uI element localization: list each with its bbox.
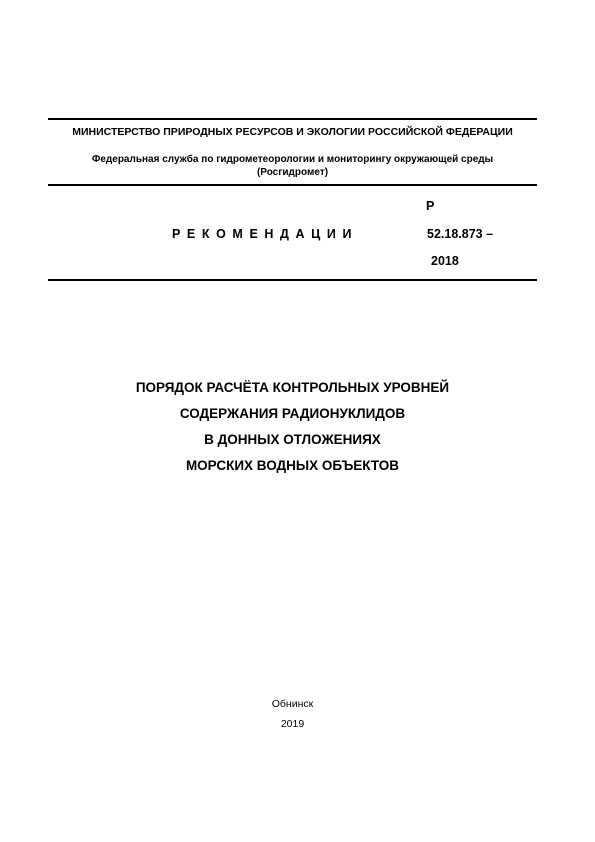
top-rule: [48, 118, 537, 120]
title-line: ПОРЯДОК РАСЧЁТА КОНТРОЛЬНЫХ УРОВНЕЙ: [135, 380, 450, 395]
document-type: РЕКОМЕНДАЦИИ: [172, 227, 359, 241]
title-line: СОДЕРЖАНИЯ РАДИОНУКЛИДОВ: [179, 406, 406, 421]
code-number: 52.18.873 –: [427, 227, 494, 241]
publication-year: 2019: [280, 718, 305, 730]
code-year: 2018: [431, 254, 459, 268]
ministry-name: МИНИСТЕРСТВО ПРИРОДНЫХ РЕСУРСОВ И ЭКОЛОГИИ РОССИЙСКОЙ ФЕДЕРАЦИИ: [72, 126, 513, 138]
document-title: [48, 375, 537, 479]
code-prefix: Р: [426, 199, 435, 213]
title-line: В ДОННЫХ ОТЛОЖЕНИЯХ: [204, 432, 381, 447]
designation-divider: [48, 279, 537, 281]
header-divider: [48, 184, 537, 186]
service-name: [48, 153, 537, 179]
service-name-line: Федеральная служба по гидрометеорологии и мониторингу окружающей среды: [91, 154, 494, 165]
service-abbreviation: (Росгидромет): [256, 167, 329, 178]
title-line: МОРСКИХ ВОДНЫХ ОБЪЕКТОВ: [185, 458, 400, 473]
publication-city: Обнинск: [271, 698, 314, 710]
